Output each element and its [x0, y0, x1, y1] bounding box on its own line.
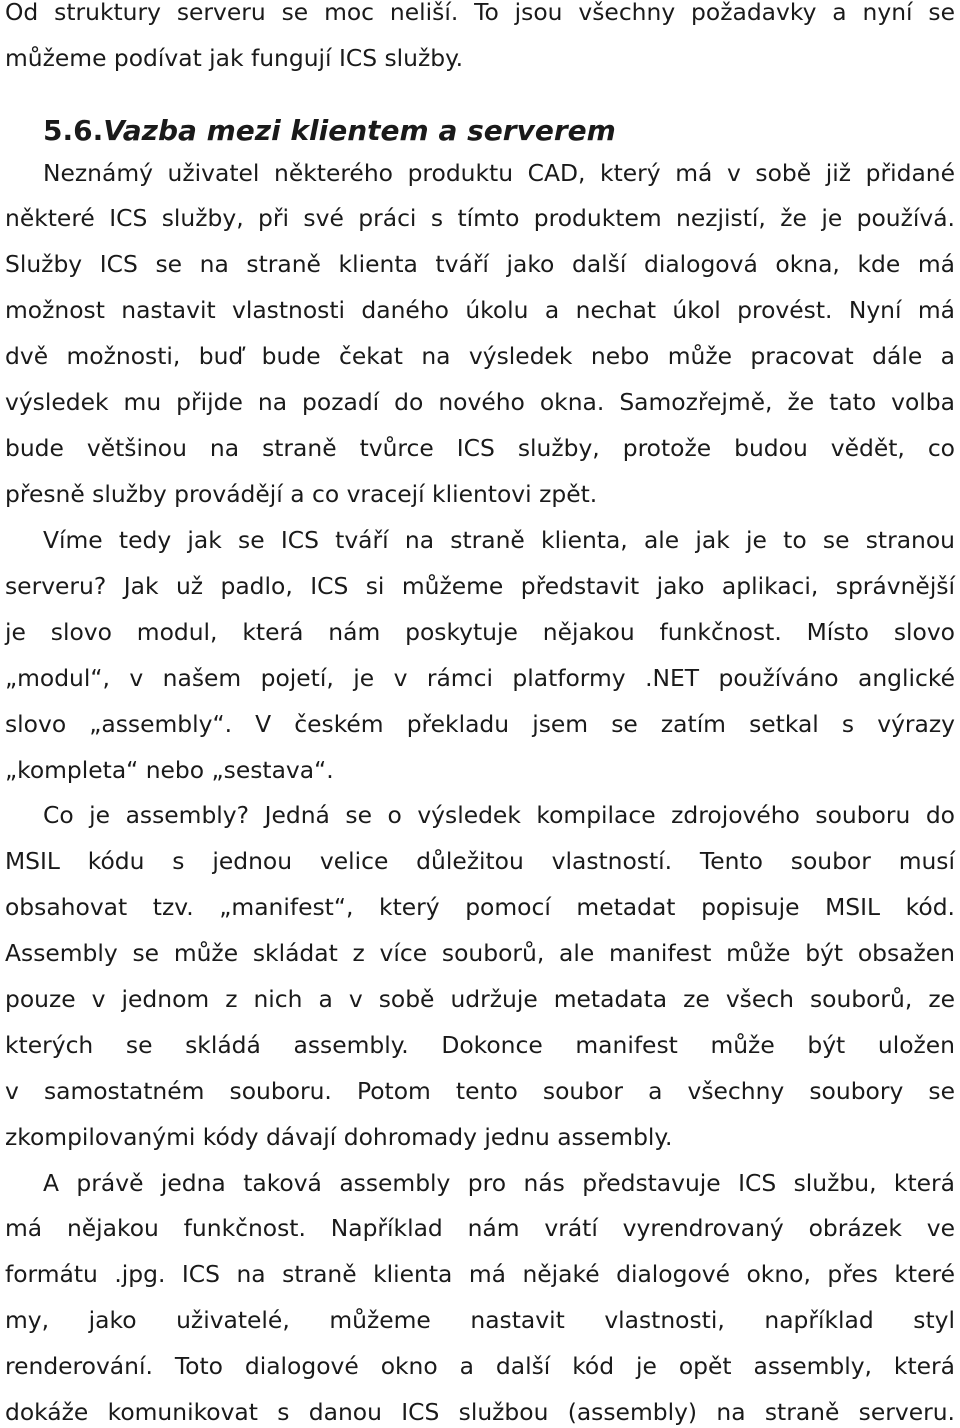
- intro-line-2: můžeme podívat jak fungují ICS služby.: [5, 44, 464, 72]
- p1-line-4: možnost nastavit vlastnosti daného úkolu a nechat úkol provést. Nyní má: [5, 296, 955, 324]
- p3-line-2: MSIL kódu s jednou velice důležitou vlastností. Tento soubor musí: [5, 847, 955, 875]
- p2-line-1: Víme tedy jak se ICS tváří na straně klienta, ale jak je to se stranou: [43, 526, 955, 554]
- p3-line-1: Co je assembly? Jedná se o výsledek kompilace zdrojového souboru do: [43, 801, 955, 829]
- p1-line-1: Neznámý uživatel některého produktu CAD, který má v sobě již přidané: [43, 159, 955, 187]
- p3-line-6: kterých se skládá assembly. Dokonce manifest může být uložen: [5, 1031, 955, 1059]
- p2-line-2: serveru? Jak už padlo, ICS si můžeme představit jako aplikaci, správnější: [5, 572, 955, 600]
- p2-line-3: je slovo modul, která nám poskytuje nějakou funkčnost. Místo slovo: [5, 618, 955, 646]
- p4-line-3: formátu .jpg. ICS na straně klienta má nějaké dialogové okno, přes které: [5, 1260, 955, 1288]
- p3-line-3: obsahovat tzv. „manifest“, který pomocí metadat popisuje MSIL kód.: [5, 893, 955, 921]
- p2-line-4: „modul“, v našem pojetí, je v rámci platformy .NET používáno anglické: [5, 664, 955, 692]
- intro-line-1: Od struktury serveru se moc neliší. To jsou všechny požadavky a nyní se: [5, 0, 955, 26]
- p1-line-2: některé ICS služby, při své práci s tímto produktem nezjistí, že je používá.: [5, 204, 955, 232]
- section-heading: [43, 114, 616, 147]
- p3-line-7: v samostatném souboru. Potom tento soubor a všechny soubory se: [5, 1077, 955, 1105]
- p4-line-2: má nějakou funkčnost. Například nám vrátí vyrendrovaný obrázek ve: [5, 1214, 955, 1242]
- p4-line-5: renderování. Toto dialogové okno a další kód je opět assembly, která: [5, 1352, 955, 1380]
- p3-line-8: zkompilovanými kódy dávají dohromady jednu assembly.: [5, 1123, 673, 1151]
- p1-line-3: Služby ICS se na straně klienta tváří jako další dialogová okna, kde má: [5, 250, 955, 278]
- p1-line-8: přesně služby provádějí a co vracejí klientovi zpět.: [5, 480, 598, 508]
- p4-line-1: A právě jedna taková assembly pro nás představuje ICS službu, která: [43, 1169, 955, 1197]
- p2-line-6: „kompleta“ nebo „sestava“.: [5, 756, 334, 784]
- p2-line-5: slovo „assembly“. V českém překladu jsem se zatím setkal s výrazy: [5, 710, 955, 738]
- p3-line-5: pouze v jednom z nich a v sobě udržuje metadata ze všech souborů, ze: [5, 985, 955, 1013]
- p4-line-4: my, jako uživatelé, můžeme nastavit vlastnosti, například styl: [5, 1306, 955, 1334]
- section-title: Vazba mezi klientem a serverem: [103, 114, 616, 147]
- p1-line-5: dvě možnosti, buď bude čekat na výsledek nebo může pracovat dále a: [5, 342, 955, 370]
- p4-line-6: dokáže komunikovat s danou ICS službou (assembly) na straně serveru.: [5, 1398, 955, 1426]
- p1-line-6: výsledek mu přijde na pozadí do nového okna. Samozřejmě, že tato volba: [5, 388, 955, 416]
- section-number: 5.6.: [43, 114, 104, 147]
- p1-line-7: bude většinou na straně tvůrce ICS služby, protože budou vědět, co: [5, 434, 955, 462]
- p3-line-4: Assembly se může skládat z více souborů, ale manifest může být obsažen: [5, 939, 955, 967]
